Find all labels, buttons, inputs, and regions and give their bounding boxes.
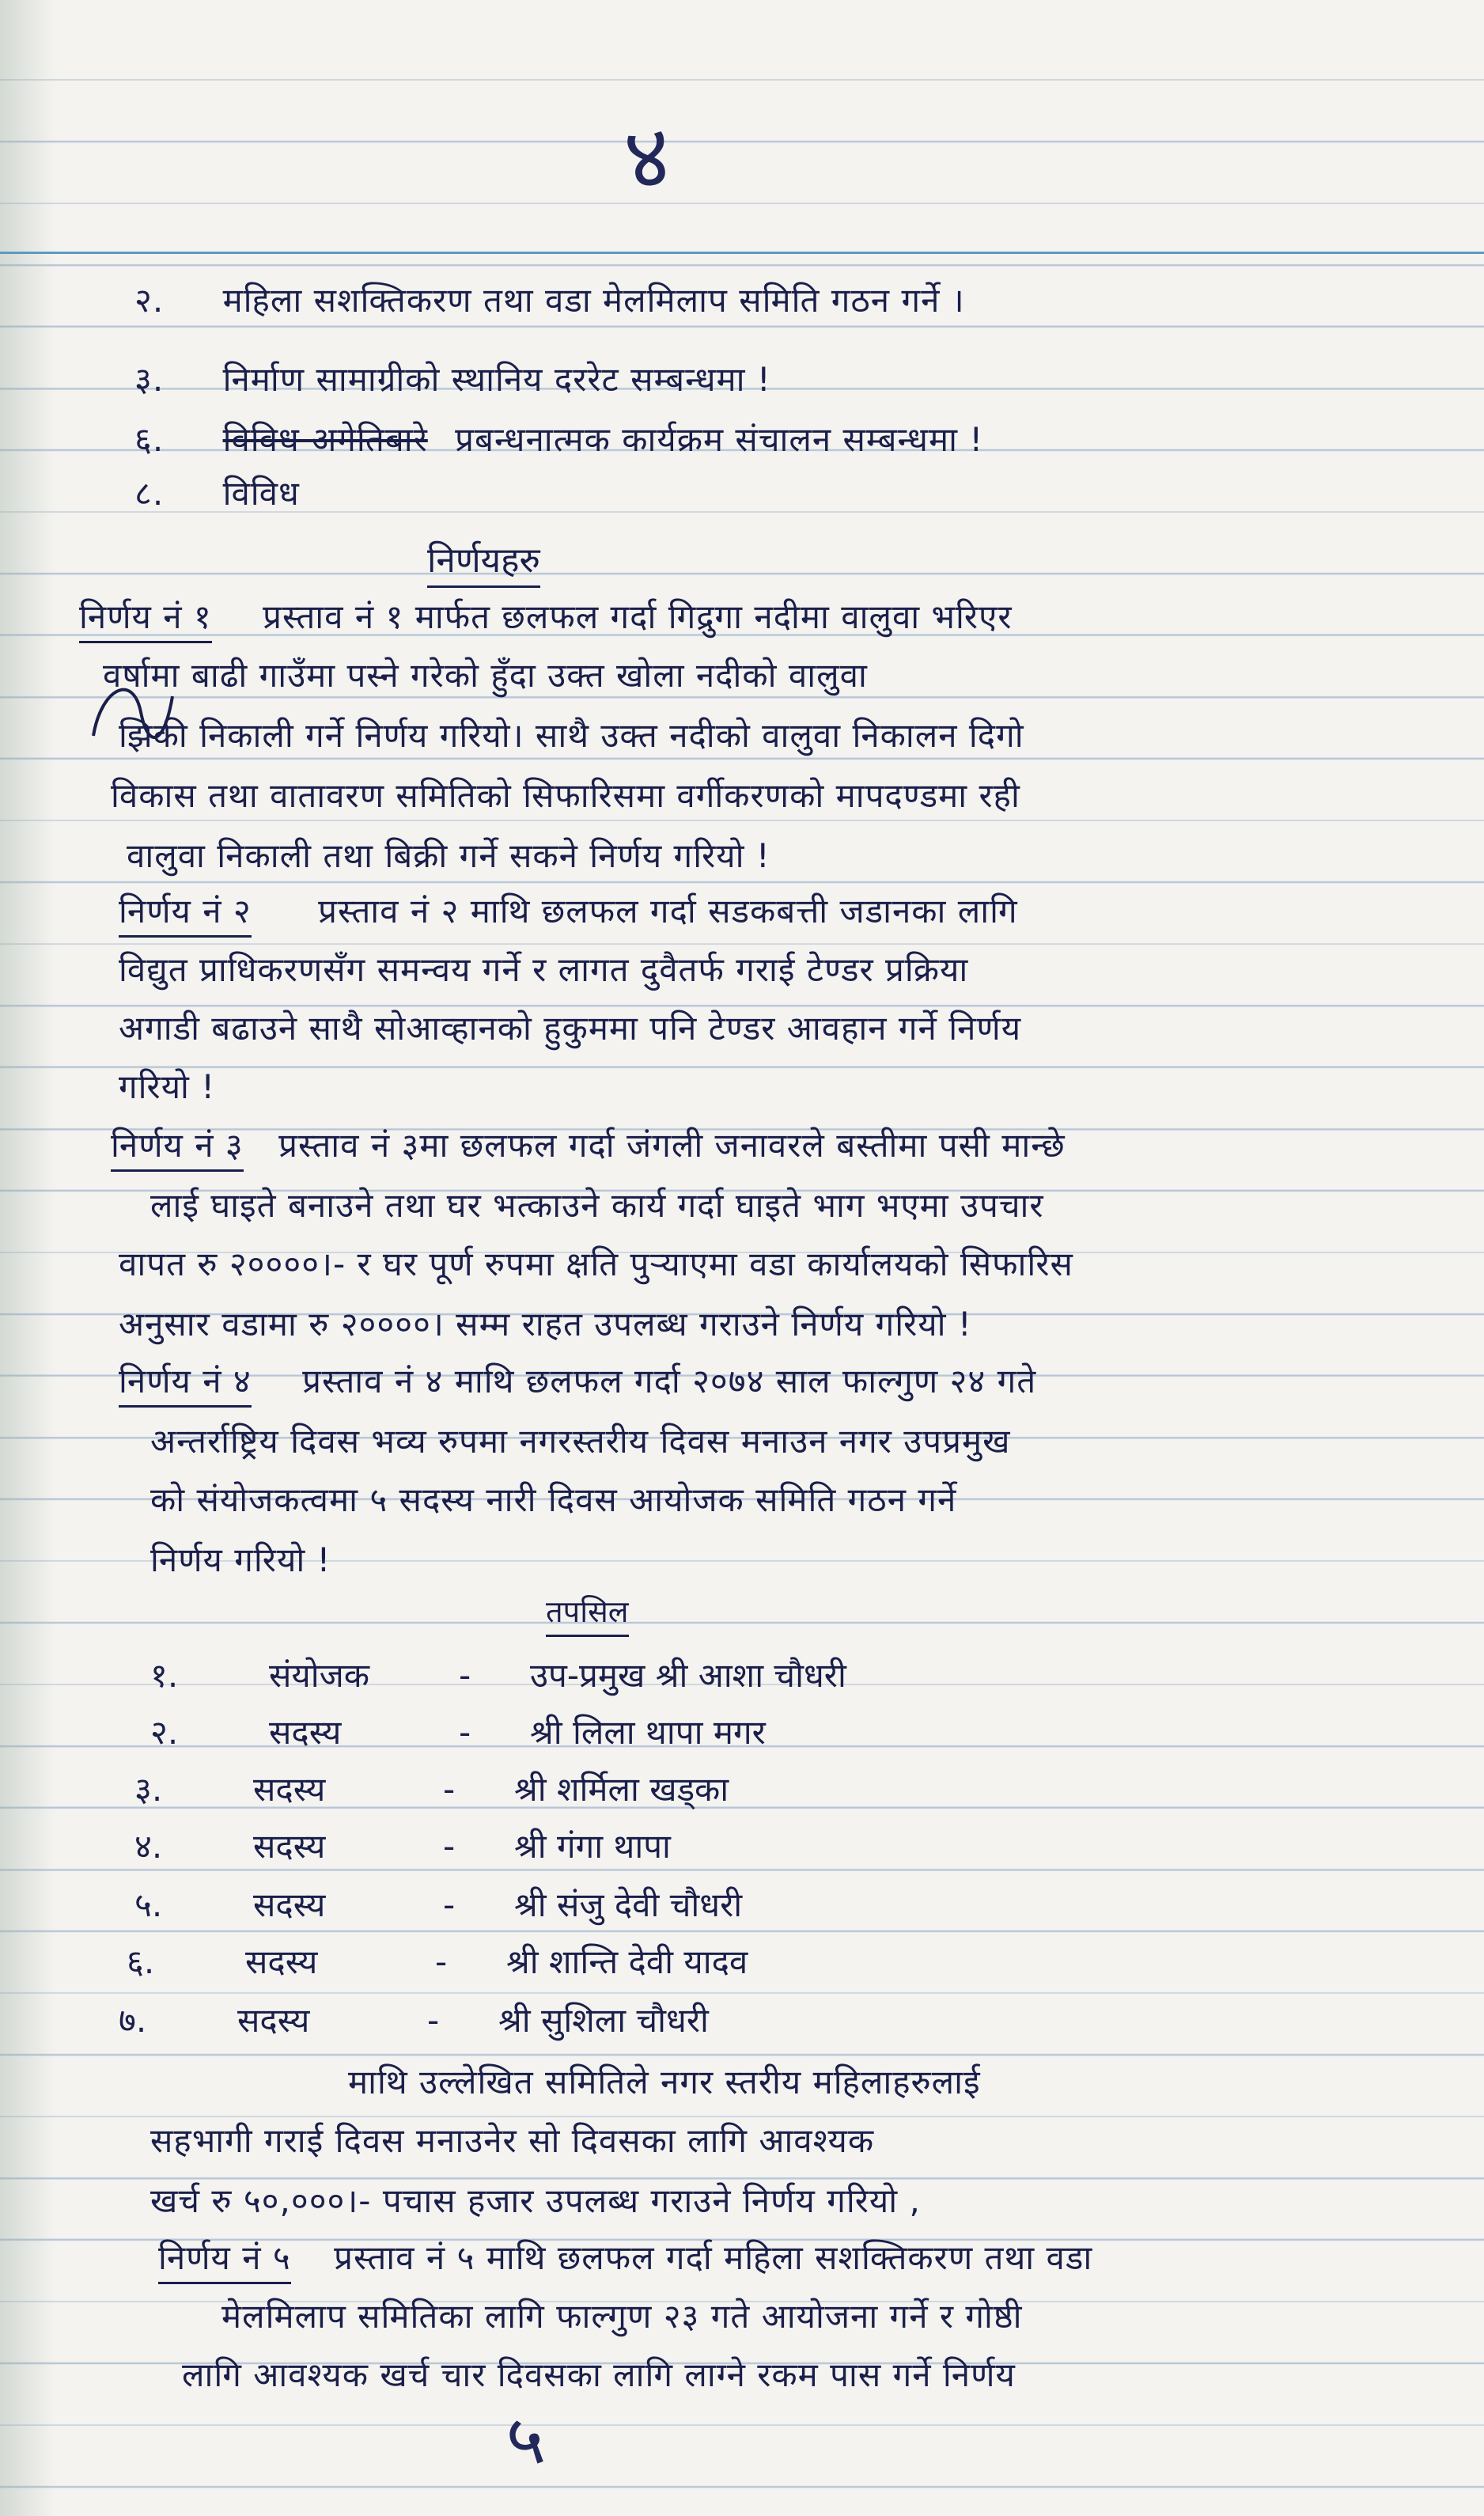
member-role: सदस्य xyxy=(245,1942,318,1981)
member-number: ४. xyxy=(134,1827,163,1866)
page-number-bottom: ५ xyxy=(501,2397,550,2484)
member-number: ७. xyxy=(119,2001,147,2040)
member-number: १. xyxy=(150,1656,179,1695)
decision-line: वर्षामा बाढी गाउँमा पस्ने गरेको हुँदा उक्त खोला नदीको वालुवा xyxy=(103,656,868,695)
decision-line: निर्णय गरियो ! xyxy=(150,1540,331,1579)
decision-label: निर्णय नं ४ xyxy=(119,1359,252,1408)
member-name: श्री सुशिला चौधरी xyxy=(498,2001,709,2040)
member-role: सदस्य xyxy=(253,1827,326,1866)
decision-line: अनुसार वडामा रु २००००। सम्म राहत उपलब्ध गराउने निर्णय गरियो ! xyxy=(119,1305,972,1343)
decision-line: मेलमिलाप समितिका लागि फाल्गुण २३ गते आयोजना गर्ने र गोष्ठी xyxy=(221,2297,1023,2336)
agenda-item xyxy=(134,279,965,323)
member-name: उप-प्रमुख श्री आशा चौधरी xyxy=(530,1656,846,1695)
member-name: श्री लिला थापा मगर xyxy=(530,1713,766,1752)
decision-line: वालुवा निकाली तथा बिक्री गर्ने सकने निर्णय गरियो ! xyxy=(127,836,770,875)
agenda-text: प्रबन्धनात्मक कार्यक्रम संचालन सम्बन्धमा ! xyxy=(455,420,984,459)
decision-text: प्रस्ताव नं २ माथि छलफल गर्दा सडकबत्ती जडानका लागि xyxy=(318,892,1018,930)
decision-text: प्रस्ताव नं ५ माथि छलफल गर्दा महिला सशक्तिकरण तथा वडा xyxy=(334,2238,1093,2277)
agenda-text: निर्माण सामाग्रीको स्थानिय दररेट सम्बन्धमा ! xyxy=(222,360,771,399)
agenda-number: २. xyxy=(134,281,165,320)
committee-member: २. सदस्य - श्री लिला थापा मगर xyxy=(150,1711,766,1755)
member-role: सदस्य xyxy=(253,1770,326,1809)
member-name: श्री संजु देवी चौधरी xyxy=(514,1885,743,1924)
decision-line: लाई घाइते बनाउने तथा घर भत्काउने कार्य गर्दा घाइते भाग भएमा उपचार xyxy=(150,1186,1044,1225)
committee-member: ६. सदस्य - श्री शान्ति देवी यादव xyxy=(127,1940,748,1984)
decision-text: प्रस्ताव नं ४ माथि छलफल गर्दा २०७४ साल फाल्गुण २४ गते xyxy=(302,1362,1037,1400)
agenda-text: विविध xyxy=(222,474,300,513)
decision-label: निर्णय नं २ xyxy=(119,889,252,938)
paragraph-line: खर्च रु ५०,०००।- पचास हजार उपलब्ध गराउने निर्णय गरियो , xyxy=(150,2181,921,2220)
decision-label: निर्णय नं १ xyxy=(79,595,212,643)
decision-line xyxy=(119,889,1018,938)
member-role: सदस्य xyxy=(269,1713,342,1752)
top-margin-rule xyxy=(0,252,1484,254)
decision-line: झिकी निकाली गर्ने निर्णय गरियो। साथै उक्त नदीको वालुवा निकालन दिगो xyxy=(119,716,1024,755)
agenda-item xyxy=(134,358,771,402)
decision-label: निर्णय नं ३ xyxy=(111,1123,244,1172)
committee-member: १. संयोजक - उप-प्रमुख श्री आशा चौधरी xyxy=(150,1654,846,1698)
agenda-number: ३. xyxy=(134,360,165,399)
member-name: श्री गंगा थापा xyxy=(514,1827,671,1866)
paragraph-line: माथि उल्लेखित समितिले नगर स्तरीय महिलाहरुलाई xyxy=(348,2063,981,2101)
decision-line: अन्तर्राष्ट्रिय दिवस भव्य रुपमा नगरस्तरीय दिवस मनाउन नगर उपप्रमुख xyxy=(150,1422,1011,1461)
member-number: ६. xyxy=(127,1942,155,1981)
member-number: ३. xyxy=(134,1770,163,1809)
member-role: संयोजक xyxy=(269,1656,370,1695)
page-edge-shadow xyxy=(0,0,55,2516)
decision-text: प्रस्ताव नं १ मार्फत छलफल गर्दा गिद्रुगा नदीमा वालुवा भरिएर xyxy=(263,597,1013,636)
member-number: ५. xyxy=(134,1885,163,1924)
agenda-number: ८. xyxy=(134,474,165,513)
committee-heading: तपसिल xyxy=(546,1590,629,1637)
member-number: २. xyxy=(150,1713,179,1752)
decision-line xyxy=(119,1359,1036,1408)
member-role: सदस्य xyxy=(253,1885,326,1924)
agenda-text: महिला सशक्तिकरण तथा वडा मेलमिलाप समिति गठन गर्ने । xyxy=(222,281,965,320)
decision-line xyxy=(158,2236,1092,2284)
decision-label: निर्णय नं ५ xyxy=(158,2236,291,2284)
decision-line: गरियो ! xyxy=(119,1067,216,1106)
agenda-item xyxy=(134,472,300,516)
committee-member: ४. सदस्य - श्री गंगा थापा xyxy=(134,1824,671,1869)
member-role: सदस्य xyxy=(237,2001,310,2040)
decision-text: प्रस्ताव नं ३मा छलफल गर्दा जंगली जनावरले बस्तीमा पसी मान्छे xyxy=(278,1126,1066,1165)
decisions-heading: निर्णयहरु xyxy=(427,535,540,588)
committee-member: ५. सदस्य - श्री संजु देवी चौधरी xyxy=(134,1883,742,1927)
decision-line: विकास तथा वातावरण समितिको सिफारिसमा वर्गीकरणको मापदण्डमा रही xyxy=(111,776,1020,815)
paragraph-line: सहभागी गराई दिवस मनाउनेर सो दिवसका लागि आवश्यक xyxy=(150,2121,875,2160)
committee-member: ३. सदस्य - श्री शर्मिला खड्का xyxy=(134,1768,729,1812)
decision-line xyxy=(79,595,1013,643)
committee-member: ७. सदस्य - श्री सुशिला चौधरी xyxy=(119,1999,709,2043)
member-name: श्री शान्ति देवी यादव xyxy=(506,1942,748,1981)
member-name: श्री शर्मिला खड्का xyxy=(514,1770,729,1809)
decision-line: विद्युत प्राधिकरणसँग समन्वय गर्ने र लागत दुवैतर्फ गराई टेण्डर प्रक्रिया xyxy=(119,950,969,989)
decision-line: लागि आवश्यक खर्च चार दिवसका लागि लाग्ने रकम पास गर्ने निर्णय xyxy=(182,2355,1016,2394)
agenda-struck-text: विविध अगेतिबारे xyxy=(222,420,428,459)
decision-line xyxy=(111,1123,1066,1172)
decision-line: को संयोजकत्वमा ५ सदस्य नारी दिवस आयोजक समिति गठन गर्ने xyxy=(150,1480,957,1519)
page-number-top: ४ xyxy=(618,104,678,211)
decision-line: वापत रु २००००।- र घर पूर्ण रुपमा क्षति पुर्‍याएमा वडा कार्यालयको सिफारिस xyxy=(119,1245,1073,1283)
decision-line: अगाडी बढाउने साथै सोआव्हानको हुकुममा पनि टेण्डर आवहान गर्ने निर्णय xyxy=(119,1009,1022,1048)
agenda-item xyxy=(134,418,983,462)
agenda-number: ६. xyxy=(134,420,165,459)
